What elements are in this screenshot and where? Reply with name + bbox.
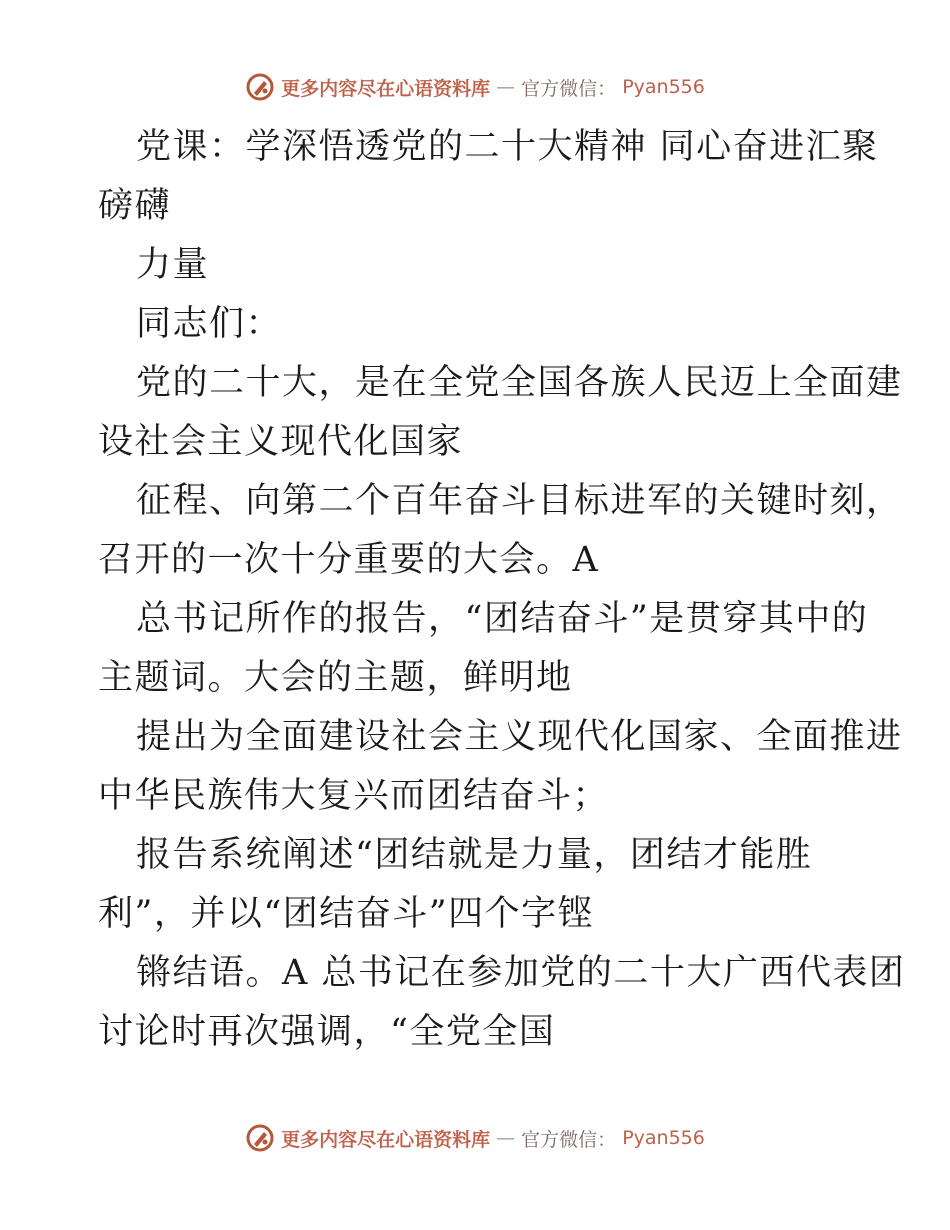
text-line: 报告系统阐述“团结就是力量，团结才能胜 [136,835,813,875]
text-line: 设社会主义现代化国家 [98,422,464,462]
document-body [98,118,906,1062]
header-banner [0,72,950,102]
text-line: 总书记所作的报告，“团结奋斗”是贯穿其中的 [136,599,869,639]
text-line: 征程、向第二个百年奋斗目标进军的关键时刻， [136,481,903,521]
text-line: 中华民族伟大复兴而团结奋斗； [98,776,610,816]
banner-wechat-label: 官方微信： [521,1128,617,1151]
banner-separator: — [496,1127,516,1149]
text-line: 召开的一次十分重要的大会。A [98,540,600,580]
footer-banner [0,1123,950,1153]
pen-logo-icon [245,72,275,102]
text-line: 党的二十大，是在全党全国各族人民迈上全面建 [136,363,903,403]
banner-separator: — [496,76,516,98]
banner-wechat-label: 官方微信： [521,77,617,100]
text-line: 利”，并以“团结奋斗”四个字铿 [98,894,595,934]
text-line: 磅礴 [98,186,172,226]
banner-promo-text: 更多内容尽在心语资料库 [281,77,491,100]
text-line: 力量 [136,245,210,285]
banner-promo-text: 更多内容尽在心语资料库 [281,1128,491,1151]
banner-wechat-id: Pyan556 [622,76,705,98]
text-line: 主题词。大会的主题，鲜明地 [98,658,573,698]
text-line: 锵结语。A 总书记在参加党的二十大广西代表团 [136,953,906,993]
banner-wechat-id: Pyan556 [622,1127,705,1149]
pen-logo-icon [245,1123,275,1153]
text-line: 讨论时再次强调，“全党全国 [98,1012,556,1052]
text-line: 党课：学深悟透党的二十大精神 同心奋进汇聚 [136,127,879,167]
text-line: 提出为全面建设社会主义现代化国家、全面推进 [136,717,903,757]
text-line: 同志们： [136,304,283,344]
